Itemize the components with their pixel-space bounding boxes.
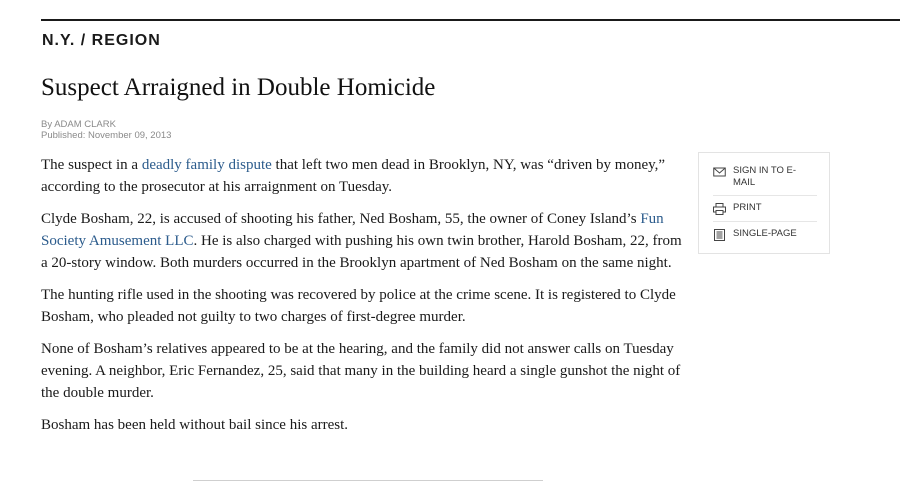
- paragraph-text: Clyde Bosham, 22, is accused of shooting his father, Ned Bosham, 55, the owner of Coney Island’s: [41, 211, 641, 227]
- byline-author: By ADAM CLARK: [41, 119, 116, 130]
- print-button[interactable]: [713, 202, 817, 222]
- deadly-family-dispute-link[interactable]: deadly family dispute: [141, 157, 272, 173]
- top-rule: [41, 19, 900, 21]
- single-page-button[interactable]: [713, 228, 817, 247]
- article-paragraph: Bosham has been held without bail since his arrest.: [41, 417, 349, 433]
- bottom-divider: [193, 480, 543, 481]
- paragraph-text: . He is also charged with pushing his own twin brother, Harold Bosham, 22, from a 20-story window. Both murders occurred in the Brooklyn apartment of Ned Bosham on the same night.: [41, 233, 682, 271]
- article-paragraph: None of Bosham’s relatives appeared to be at the hearing, and the family did not answer calls on Tuesday evening. A neighbor, Eric Fernandez, 25, said that many in the building heard a single gunshot the night of the double murder.: [41, 341, 681, 401]
- byline-block: [41, 119, 171, 141]
- sign-in-to-email-button[interactable]: [713, 165, 817, 196]
- printer-icon: [713, 203, 726, 215]
- fun-society-amusement-link[interactable]: Fun Society Amusement LLC: [41, 211, 664, 249]
- article-paragraph: The hunting rifle used in the shooting was recovered by police at the crime scene. It is registered to Clyde Bosham, who pleaded not guilty to two charges of first-degree murder.: [41, 287, 676, 325]
- article-paragraph: [41, 154, 691, 198]
- envelope-icon: [713, 166, 726, 178]
- paragraph-text: The suspect in a: [41, 157, 142, 173]
- section-link[interactable]: N.Y. / REGION: [42, 32, 161, 49]
- article-headline: Suspect Arraigned in Double Homicide: [41, 74, 436, 101]
- tool-label: SIGN IN TO E-MAIL: [733, 165, 796, 188]
- article-paragraph: [41, 208, 691, 274]
- section-header: [42, 32, 161, 50]
- published-date: Published: November 09, 2013: [41, 130, 172, 141]
- article-body: [41, 154, 691, 446]
- document-icon: [713, 229, 726, 241]
- paragraph-text: that left two men dead in Brooklyn, NY, was “driven by money,” according to the prosecutor at his arraignment on Tuesday.: [41, 157, 666, 195]
- tool-label: SINGLE-PAGE: [733, 228, 797, 239]
- tool-label: PRINT: [733, 202, 762, 213]
- article-tools: [698, 152, 830, 254]
